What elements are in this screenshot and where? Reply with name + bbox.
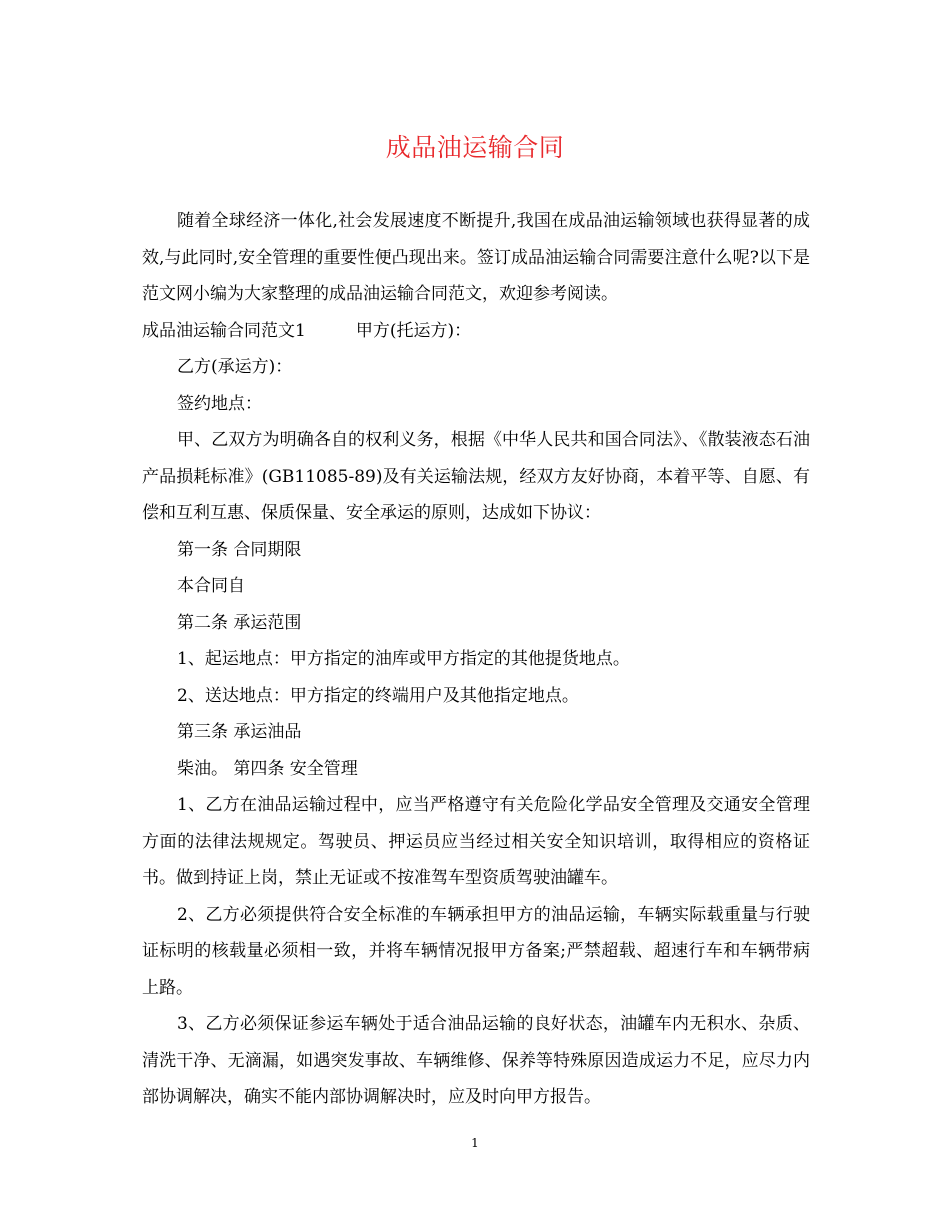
document-body — [142, 203, 810, 1116]
signing-place-label: 签约地点： — [177, 393, 262, 414]
article-4-item-3: 3、乙方必须保证参运车辆处于适合油品运输的良好状态，油罐车内无积水、杂质、清洗干净、无滴漏，如遇突发事故、车辆维修、保养等特殊原因造成运力不足，应尽力内部协调解决，确实不能内部协调解决时，应及时向甲方报告。 — [142, 1014, 810, 1107]
page-number: 1 — [471, 1136, 479, 1150]
document-title: 成品油运输合同 — [385, 133, 565, 162]
article-2-item-2: 2、送达地点：甲方指定的终端用户及其他指定地点。 — [177, 685, 579, 706]
party-a-label: 甲方(托运方)： — [355, 320, 472, 341]
article-2-item-1: 1、起运地点：甲方指定的油库或甲方指定的其他提货地点。 — [177, 649, 630, 669]
preamble-paragraph: 甲、乙双方为明确各自的权利义务，根据《中华人民共和国合同法》、《散装液态石油产品损耗标准》(GB11085-89)及有关运输法规，经双方友好协商，本着平等、自愿、有偿和互利互惠、保质保量、安全承运的原则，达成如下协议： — [142, 430, 810, 523]
article-3-title: 第三条 承运油品 — [177, 722, 302, 742]
article-4-item-2: 2、乙方必须提供符合安全标准的车辆承担甲方的油品运输，车辆实际载重量与行驶证标明的核载量必须相一致，并将车辆情况报甲方备案;严禁超载、超速行车和车辆带病上路。 — [142, 904, 810, 998]
party-b-label: 乙方(承运方)： — [177, 357, 293, 377]
article-4-item-1: 1、乙方在油品运输过程中，应当严格遵守有关危险化学品安全管理及交通安全管理方面的法律法规规定。驾驶员、押运员应当经过相关安全知识培训，取得相应的资格证书。做到持证上岗，禁止无证或不按准驾车型资质驾驶油罐车。 — [142, 795, 810, 888]
article-1-text: 本合同自 — [177, 576, 245, 596]
article-2-title: 第二条 承运范围 — [177, 612, 302, 633]
article-1-title: 第一条 合同期限 — [177, 539, 302, 560]
intro-paragraph: 随着全球经济一体化,社会发展速度不断提升,我国在成品油运输领域也获得显著的成效,与此同时,安全管理的重要性便凸现出来。签订成品油运输合同需要注意什么呢?以下是范文网小编为大家整理的成品油运输合同范文，欢迎参考阅读。 — [142, 211, 810, 304]
sample-heading: 成品油运输合同范文1 — [142, 320, 306, 341]
sample-heading-line — [142, 313, 810, 350]
article-3-text-article-4-title: 柴油。 第四条 安全管理 — [177, 758, 358, 779]
